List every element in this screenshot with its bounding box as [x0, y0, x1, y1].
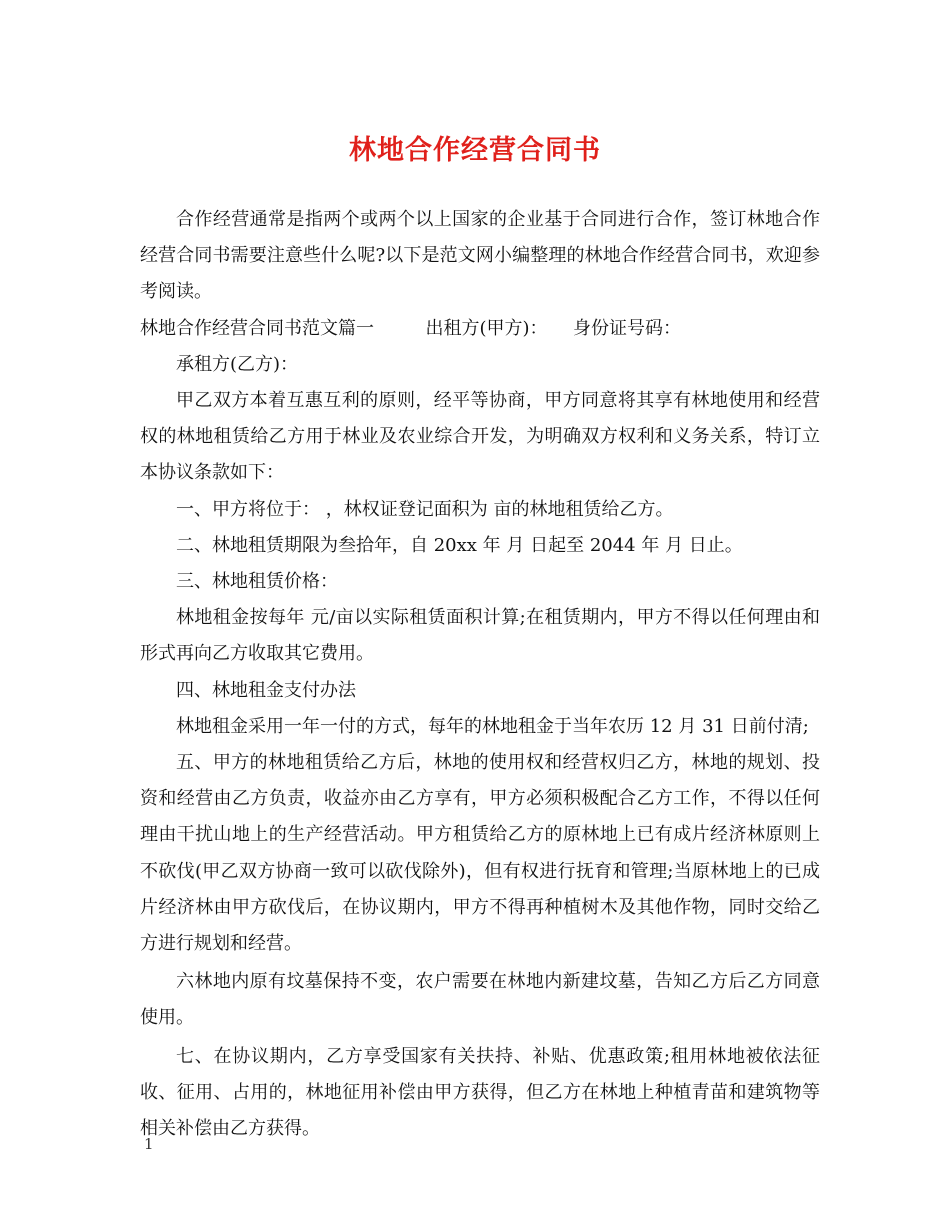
clause-2: 二、林地租赁期限为叁拾年，自 20xx 年 月 日起至 2044 年 月 日止。: [176, 534, 743, 556]
clause-7: 七、在协议期内，乙方享受国家有关扶持、补贴、优惠政策;租用林地被依法征收、征用、占用的，林地征用补偿由甲方获得，但乙方在林地上种植青苗和建筑物等相关补偿由乙方获得。: [140, 1045, 820, 1140]
sample-title: 林地合作经营合同书范文篇一: [140, 317, 374, 339]
clause-5: 五、甲方的林地租赁给乙方后，林地的使用权和经营权归乙方，林地的规划、投资和经营由乙方负责，收益亦由乙方享有，甲方必须积极配合乙方工作，不得以任何理由干扰山地上的生产经营活动。甲方租赁给乙方的原林地上已有成片经济林原则上不砍伐(甲乙双方协商一致可以砍伐除外)，但有权进行抚育和管理;当原林地上的已成片经济林由甲方砍伐后，在协议期内，甲方不得再种植树木及其他作物，同时交给乙方进行规划和经营。: [140, 752, 820, 955]
document-title: 林地合作经营合同书: [349, 135, 601, 166]
clause-1: 一、甲方将位于： ，林权证登记面积为 亩的林地租赁给乙方。: [176, 498, 674, 520]
clause-4-heading: 四、林地租金支付办法: [176, 679, 356, 701]
sample-heading-line: [140, 311, 820, 347]
clause-6: 六林地内原有坟墓保持不变，农户需要在林地内新建坟墓，告知乙方后乙方同意使用。: [140, 971, 820, 1029]
lessee-label: 承租方(乙方)：: [176, 353, 299, 375]
lessor-label: 出租方(甲方)：: [425, 317, 548, 339]
page-number: 1: [144, 1135, 154, 1153]
clause-3-body: 林地租金按每年 元/亩以实际租赁面积计算;在租赁期内，甲方不得以任何理由和形式再向乙方收取其它费用。: [140, 607, 820, 665]
clause-3-heading: 三、林地租赁价格：: [176, 571, 338, 593]
preamble-paragraph: 甲乙双方本着互惠互利的原则，经平等协商，甲方同意将其享有林地使用和经营权的林地租赁给乙方用于林业及农业综合开发，为明确双方权利和义务关系，特订立本协议条款如下：: [140, 390, 820, 484]
document-body: [140, 202, 820, 1147]
intro-paragraph: 合作经营通常是指两个或两个以上国家的企业基于合同进行合作，签订林地合作经营合同书需要注意些什么呢?以下是范文网小编整理的林地合作经营合同书，欢迎参考阅读。: [140, 209, 820, 303]
id-number-label: 身份证号码：: [572, 317, 681, 339]
clause-4-body: 林地租金采用一年一付的方式，每年的林地租金于当年农历 12 月 31 日前付清;: [176, 715, 809, 737]
